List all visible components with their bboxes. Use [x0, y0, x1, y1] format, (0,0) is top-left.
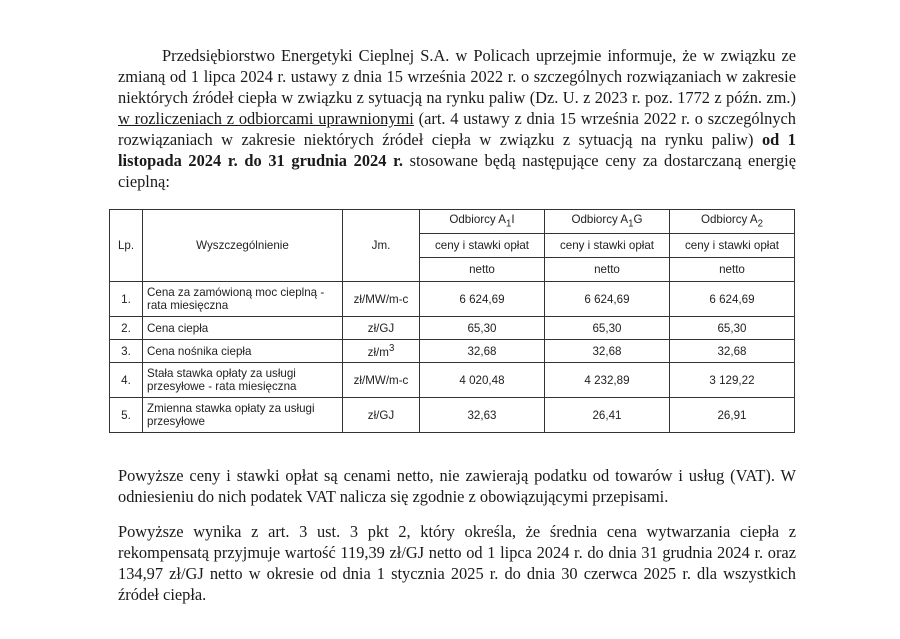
table-row — [110, 340, 795, 363]
header-group-a2: Odbiorcy $A_2$ — [670, 210, 795, 234]
row-value-a2: 6 624,69 — [670, 282, 795, 317]
intro-paragraph — [118, 45, 796, 192]
row-name: Zmienna stawka opłaty za usługi przesyłowe — [143, 398, 343, 433]
table-row — [110, 398, 795, 433]
header-net-a2: netto — [670, 258, 795, 282]
header-group-a1g: Odbiorcy $A_1G$ — [545, 210, 670, 234]
vat-note-paragraph: Powyższe ceny i stawki opłat są cenami netto, nie zawierają podatku od towarów i usług (VAT). W odniesieniu do nich podatek VAT nalicza się zgodnie z obowiązującymi przepisami. — [118, 466, 796, 506]
row-unit: zł/GJ — [343, 317, 420, 340]
table-row — [110, 317, 795, 340]
row-value-a1g: 6 624,69 — [545, 282, 670, 317]
row-value-a1i: 6 624,69 — [420, 282, 545, 317]
row-value-a2: 3 129,22 — [670, 363, 795, 398]
row-lp: 3. — [110, 340, 143, 363]
row-value-a1i: 32,63 — [420, 398, 545, 433]
table-row — [110, 363, 795, 398]
header-net-a1i: netto — [420, 258, 545, 282]
header-item: Wyszczególnienie — [143, 210, 343, 282]
row-unit: zł/MW/m-c — [343, 363, 420, 398]
header-rates-a2: ceny i stawki opłat — [670, 234, 795, 258]
row-value-a1i: 65,30 — [420, 317, 545, 340]
row-value-a1g: 65,30 — [545, 317, 670, 340]
intro-bold-period: od 1 listopada 2024 r. do 31 grudnia 2024 r. — [118, 130, 797, 170]
row-name: Cena nośnika ciepła — [143, 340, 343, 363]
row-name: Stała stawka opłaty za usługi przesyłowe - rata miesięczna — [143, 363, 343, 398]
row-value-a1i: 32,68 — [420, 340, 545, 363]
row-name: Cena ciepła — [143, 317, 343, 340]
header-rates-a1i: ceny i stawki opłat — [420, 234, 545, 258]
row-value-a2: 32,68 — [670, 340, 795, 363]
row-lp: 1. — [110, 282, 143, 317]
header-rates-a1g: ceny i stawki opłat — [545, 234, 670, 258]
row-lp: 2. — [110, 317, 143, 340]
header-group-a1i: Odbiorcy $A_1I$ — [420, 210, 545, 234]
table-row — [110, 282, 795, 317]
row-value-a1g: 26,41 — [545, 398, 670, 433]
price-table — [109, 209, 795, 433]
row-lp: 4. — [110, 363, 143, 398]
header-lp: Lp. — [110, 210, 143, 282]
row-value-a1g: 4 232,89 — [545, 363, 670, 398]
row-value-a2: 65,30 — [670, 317, 795, 340]
row-name: Cena za zamówioną moc cieplną - rata miesięczna — [143, 282, 343, 317]
row-value-a1g: 32,68 — [545, 340, 670, 363]
header-unit: Jm. — [343, 210, 420, 282]
row-unit: $zł/m^3$ — [343, 340, 420, 363]
row-lp: 5. — [110, 398, 143, 433]
row-value-a2: 26,91 — [670, 398, 795, 433]
intro-tail: stosowane będą następujące ceny za dostarczaną energię cieplną: — [118, 151, 796, 191]
legal-basis-paragraph: Powyższe wynika z art. 3 ust. 3 pkt 2, który określa, że średnia cena wytwarzania ciepła z rekompensatą przyjmuje wartość 119,39 zł/GJ netto od 1 lipca 2024 r. do dnia 31 grudnia 2024 r. oraz 134,97 zł/GJ netto w okresie od dnia 1 stycznia 2025 r. do dnia 30 czerwca 2025 r. dla wszystkich źródeł ciepła. — [118, 522, 796, 604]
row-unit: zł/GJ — [343, 398, 420, 433]
header-net-a1g: netto — [545, 258, 670, 282]
intro-lead: Przedsiębiorstwo Energetyki Cieplnej S.A. w Policach uprzejmie informuje, że w związku ze zmianą od 1 lipca 2024 r. ustawy z dnia 15 września 2022 r. o szczególnych rozwiązaniach w zakresie niektórych źródeł ciepła w związku z sytuacją na rynku paliw (Dz. U. z 2023 r. poz. 1772 z późn. zm.) — [118, 46, 796, 107]
row-value-a1i: 4 020,48 — [420, 363, 545, 398]
intro-underlined: w rozliczeniach z odbiorcami uprawnionymi — [118, 109, 414, 128]
intro-middle: (art. 4 ustawy z dnia 15 września 2022 r. o szczególnych rozwiązaniach w zakresie niektórych źródeł ciepła w związku z sytuacją na rynku paliw) — [118, 109, 797, 149]
row-unit: zł/MW/m-c — [343, 282, 420, 317]
